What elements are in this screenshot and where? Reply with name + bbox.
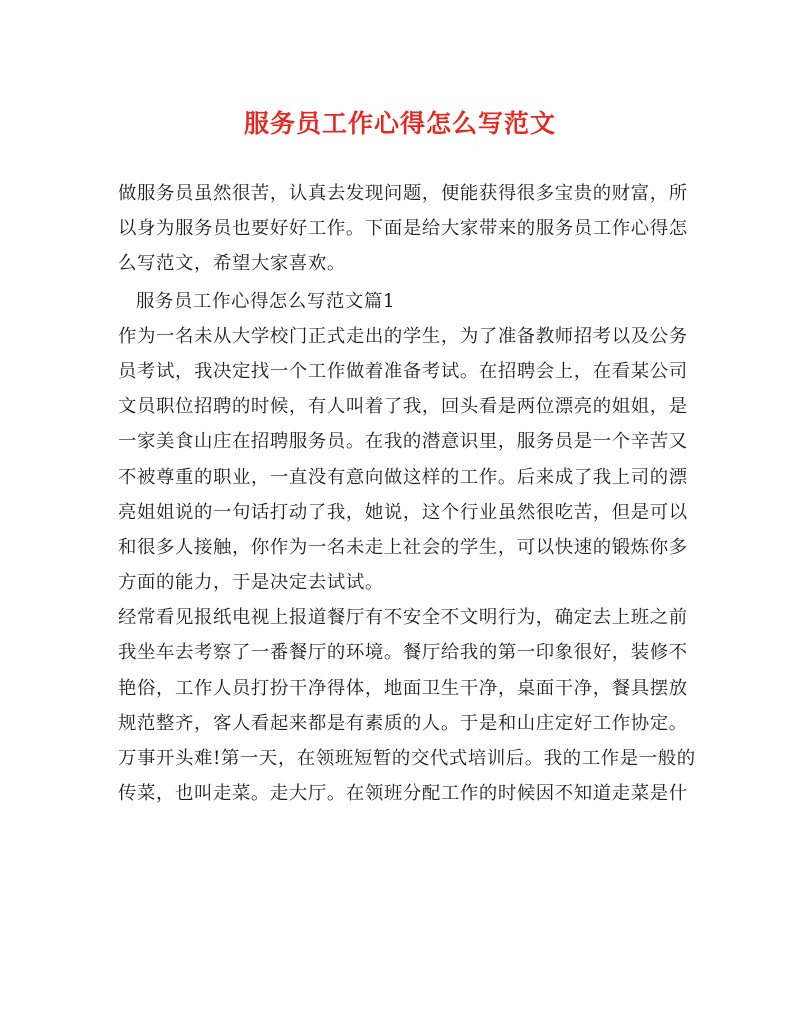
paragraph-line: 以身为服务员也要好好工作。下面是给大家带来的服务员工作心得怎 [118,218,688,240]
document-body [118,176,696,811]
paragraph-line: 文员职位招聘的时候，有人叫着了我，回头看是两位漂亮的姐姐，是 [118,396,688,418]
paragraph-line: 艳俗，工作人员打扮干净得体，地面卫生干净，桌面干净，餐具摆放 [118,677,688,699]
paragraph-line: 亮姐姐说的一句话打动了我，她说，这个行业虽然很吃苦，但是可以 [118,501,688,523]
paragraph-line: 传菜，也叫走菜。走大厅。在领班分配工作的时候因不知道走菜是什 [118,783,688,805]
paragraph-line: 经常看见报纸电视上报道餐厅有不安全不文明行为，确定去上班之前 [118,607,688,629]
paragraph-line: 和很多人接触，你作为一名未走上社会的学生，可以快速的锻炼你多 [118,536,688,558]
paragraph-line: 万事开头难!第一天，在领班短暂的交代式培训后。我的工作是一般的 [118,748,696,769]
paragraph-line: 不被尊重的职业，一直没有意向做这样的工作。后来成了我上司的漂 [118,466,688,488]
paragraph-line: 方面的能力，于是决定去试试。 [118,572,384,594]
paragraph-line: 我坐车去考察了一番餐厅的环境。餐厅给我的第一印象很好，装修不 [118,642,688,664]
document-title: 服务员工作心得怎么写范文 [243,109,556,138]
paragraph-line: 员考试，我决定找一个工作做着准备考试。在招聘会上，在看某公司 [118,360,688,382]
paragraph-line: 做服务员虽然很苦，认真去发现问题，便能获得很多宝贵的财富，所 [118,183,688,204]
section-heading: 服务员工作心得怎么写范文篇1 [136,290,396,312]
paragraph-line: 么写范文，希望大家喜欢。 [118,253,346,275]
paragraph-line: 一家美食山庄在招聘服务员。在我的潜意识里，服务员是一个辛苦又 [118,431,688,453]
paragraph-line: 作为一名未从大学校门正式走出的学生，为了准备教师招考以及公务 [118,325,688,347]
paragraph-line: 规范整齐，客人看起来都是有素质的人。于是和山庄定好工作协定。 [118,712,688,734]
